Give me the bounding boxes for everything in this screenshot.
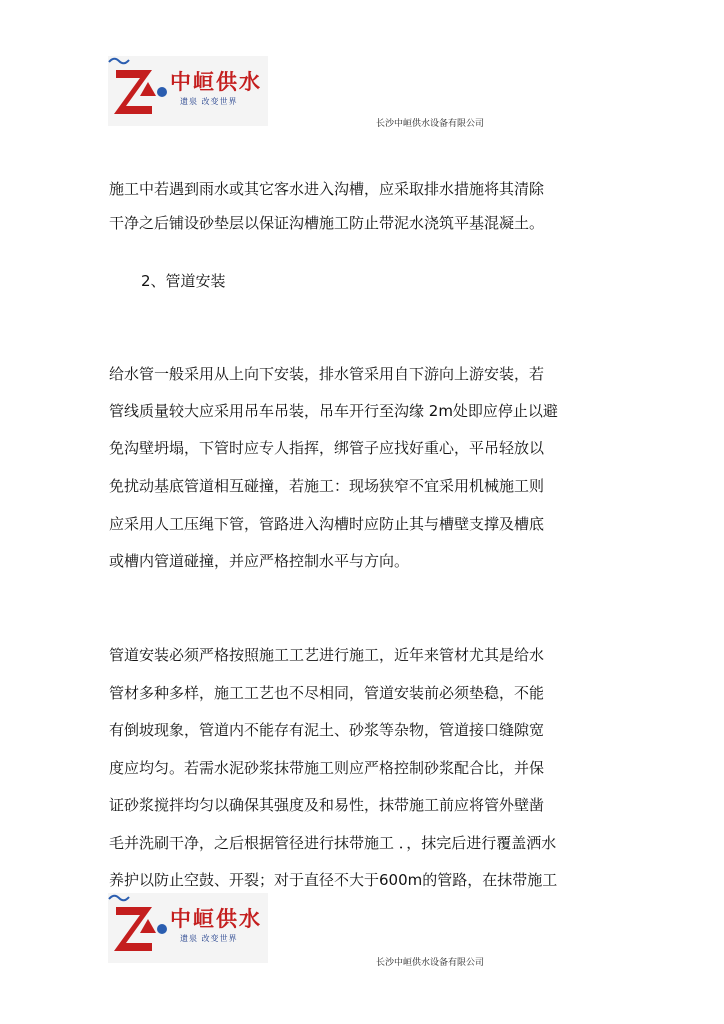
logo-mark-icon — [108, 893, 170, 963]
paragraph-1-line-1: 施工中若遇到雨水或其它客水进入沟槽，应采取排水措施将其清除 — [109, 180, 545, 198]
footer-logo-slogan: 遗泉 改变世界 — [180, 934, 238, 943]
footer-logo-name: 中峘供水 — [170, 907, 262, 931]
paragraph-3-line-1: 管道安装必须严格按照施工工艺进行施工，近年来管材尤其是给水 — [109, 646, 545, 664]
paragraph-2-line-5: 应采用人工压绳下管，管路进入沟槽时应防止其与槽壁支撑及槽底 — [109, 515, 545, 533]
wave-icon — [108, 56, 130, 66]
paragraph-3-line-3: 有倒坡现象，管道内不能存有泥土、砂浆等杂物，管道接口缝隙宽 — [109, 721, 545, 739]
paragraph-3-line-7: 养护以防止空鼓、开裂；对于直径不大于600m的管路，在抹带施工 — [109, 871, 558, 889]
header-logo-slogan: 遗泉 改变世界 — [180, 97, 238, 106]
paragraph-2-line-2: 管线质量较大应采用吊车吊装，吊车开行至沟缘 2m处即应停止以避 — [109, 402, 558, 420]
paragraph-2-line-1: 给水管一般采用从上向下安装，排水管采用自下游向上游安装，若 — [109, 365, 545, 383]
logo-mark-icon — [108, 56, 170, 126]
header-company-name: 长沙中峘供水设备有限公司 — [376, 119, 485, 129]
paragraph-3-line-2: 管材多种多样，施工工艺也不尽相同，管道安装前必须垫稳，不能 — [109, 684, 545, 702]
footer-company-name: 长沙中峘供水设备有限公司 — [376, 958, 485, 968]
paragraph-3-line-5: 证砂浆搅拌均匀以确保其强度及和易性，抹带施工前应将管外壁凿 — [109, 796, 545, 814]
section-heading: 2、管道安装 — [141, 272, 226, 290]
paragraph-3-line-6: 毛并洗刷干净，之后根据管径进行抹带施工 ．，抹完后进行覆盖洒水 — [109, 834, 557, 852]
wave-icon — [108, 893, 130, 903]
header-logo-name: 中峘供水 — [170, 70, 262, 94]
paragraph-3-line-4: 度应均匀。若需水泥砂浆抹带施工则应严格控制砂浆配合比，并保 — [109, 759, 545, 777]
paragraph-1-line-2: 干净之后铺设砂垫层以保证沟槽施工防止带泥水浇筑平基混凝土。 — [109, 214, 545, 232]
paragraph-2-line-4: 免扰动基底管道相互碰撞，若施工：现场狭窄不宜采用机械施工则 — [109, 477, 545, 495]
paragraph-2-line-3: 免沟壁坍塌，下管时应专人指挥，绑管子应找好重心，平吊轻放以 — [109, 439, 545, 457]
header-logo — [108, 56, 268, 126]
footer-logo — [108, 893, 268, 963]
paragraph-2-line-6: 或槽内管道碰撞，并应严格控制水平与方向。 — [109, 552, 410, 570]
